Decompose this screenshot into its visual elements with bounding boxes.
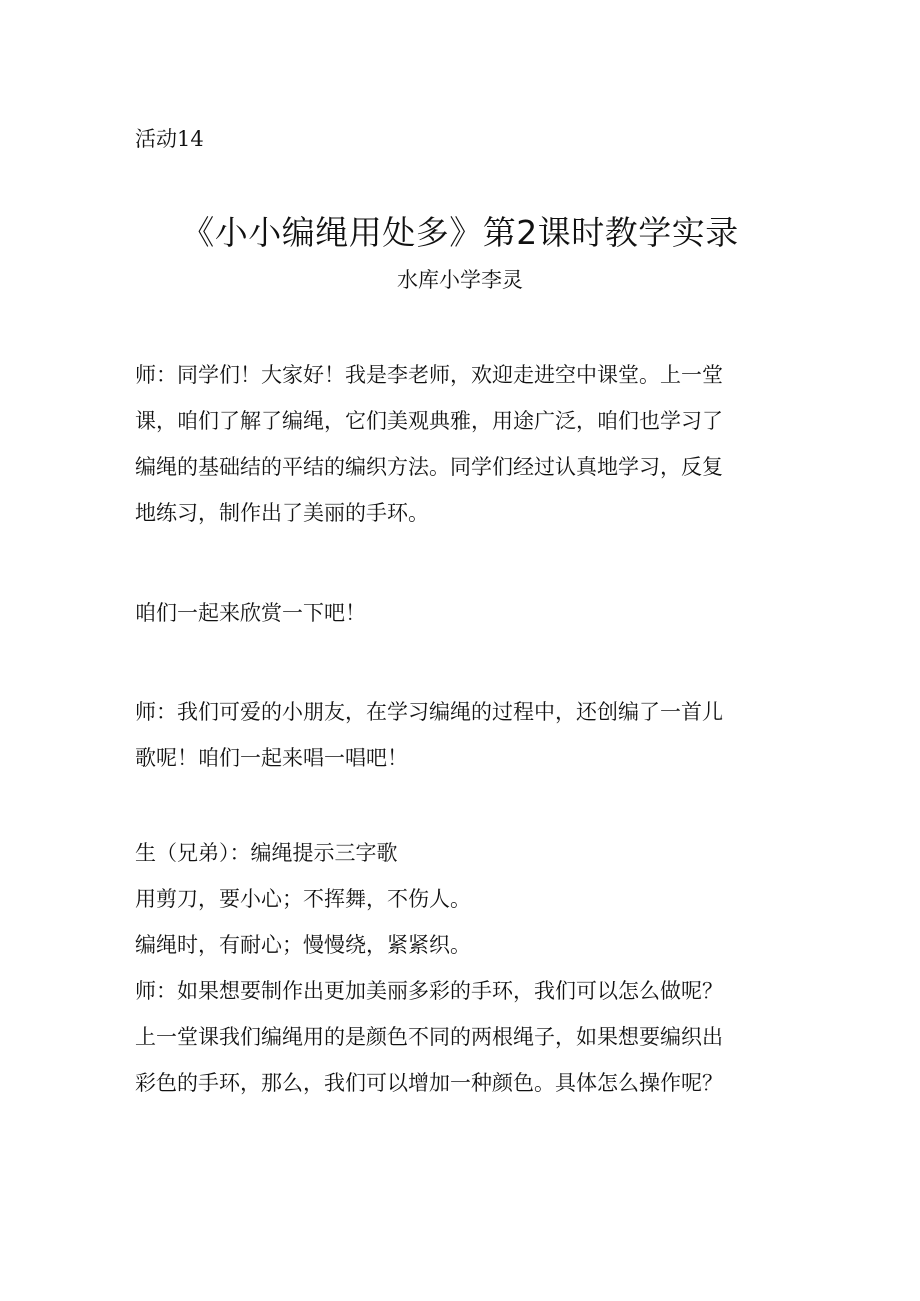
text-line: 师：同学们！大家好！我是李老师，欢迎走进空中课堂。上一堂 xyxy=(135,363,723,387)
text-line: 用剪刀，要小心；不挥舞，不伤人。 xyxy=(135,887,471,911)
text-line: 师：我们可爱的小朋友，在学习编绳的过程中，还创编了一首儿 xyxy=(135,700,723,724)
paragraph-song-intro xyxy=(135,689,795,781)
text-line: 师：如果想要制作出更加美丽多彩的手环，我们可以怎么做呢？ xyxy=(135,979,723,1003)
text-line: 生（兄弟）：编绳提示三字歌 xyxy=(135,841,398,865)
text-line: 课，咱们了解了编绳，它们美观典雅，用途广泛，咱们也学习了 xyxy=(135,409,723,433)
text-line: 地练习，制作出了美丽的手环。 xyxy=(135,501,429,525)
text-line: 歌呢！咱们一起来唱一唱吧！ xyxy=(135,746,408,770)
text-line: 咱们一起来欣赏一下吧！ xyxy=(135,601,366,625)
activity-label: 活动14 xyxy=(135,127,204,151)
text-line: 编绳的基础结的平结的编织方法。同学们经过认真地学习，反复 xyxy=(135,455,723,479)
paragraph-appreciate xyxy=(135,590,795,636)
author-line: 水库小学李灵 xyxy=(397,268,523,292)
paragraph-song-and-question xyxy=(135,830,795,1106)
text-line: 上一堂课我们编绳用的是颜色不同的两根绳子，如果想要编织出 xyxy=(135,1025,723,1049)
document-title: 《小小编绳用处多》第2课时教学实录 xyxy=(181,213,739,252)
paragraph-intro xyxy=(135,352,795,536)
text-line: 编绳时，有耐心；慢慢绕，紧紧织。 xyxy=(135,933,471,957)
text-line: 彩色的手环，那么，我们可以增加一种颜色。具体怎么操作呢？ xyxy=(135,1071,723,1095)
